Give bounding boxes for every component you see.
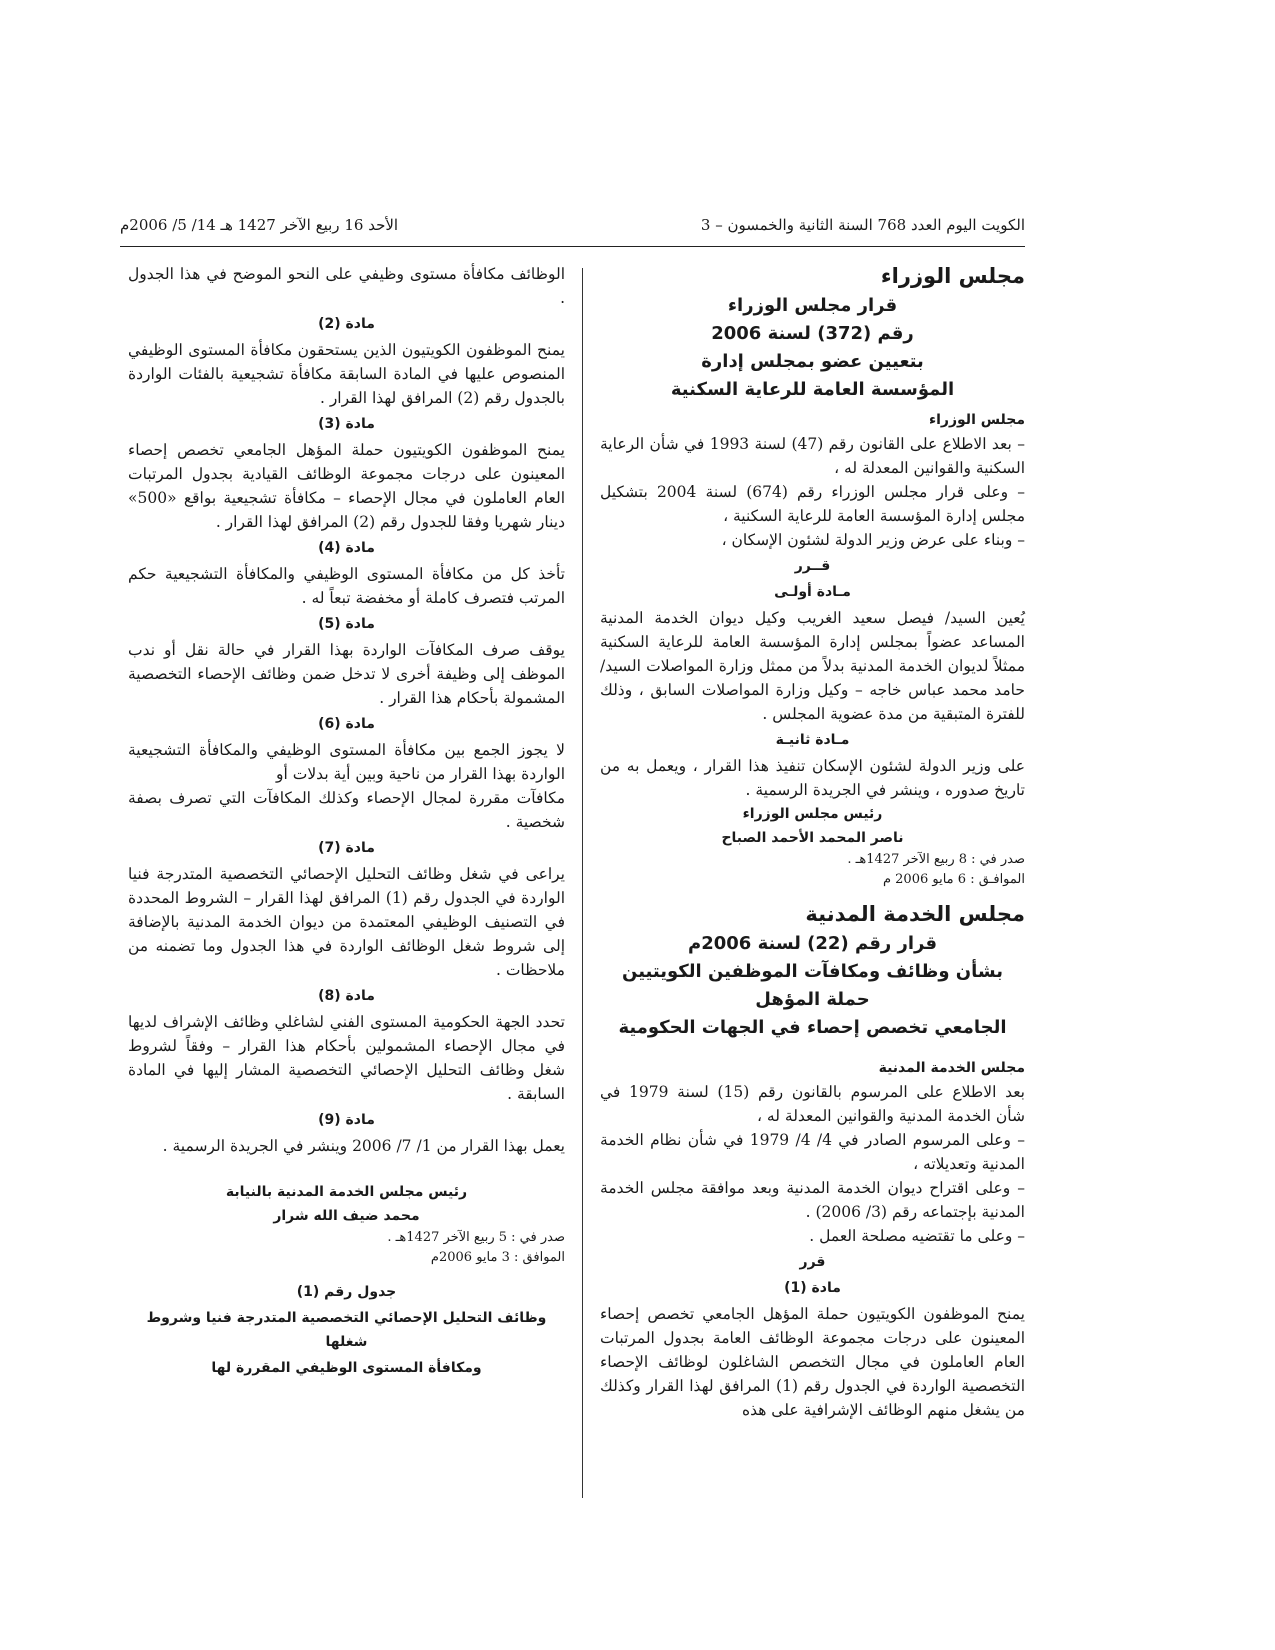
decree1-article2-title: مـادة ثانيـة [775,732,850,748]
article-6-text-continued: مكافآت مقررة لمجال الإحصاء وكذلك المكافآت التي تصرف بصفة شخصية . [128,789,565,831]
header-rule [120,246,1025,247]
section-heading-council-of-ministers: مجلس الوزراء [880,264,1025,288]
decree2-article1-title: مادة (1) [784,1280,841,1296]
decree2-issued-hijri: صدر في : 5 ربيع الآخر 1427هـ . [387,1230,565,1245]
continuation-text: الوظائف مكافأة مستوى وظيفي على النحو الموضح في هذا الجدول . [128,265,565,307]
section-heading-civil-service-council: مجلس الخدمة المدنية [805,902,1025,926]
decree2-title-line-1: قرار رقم (22) لسنة 2006م [687,933,938,954]
article-3-text: يمنح الموظفون الكويتيون حملة المؤهل الجامعي تخصص إحصاء المعينون على درجات مجموعة الوظائف القيادية بجدول المرتبات العام العاملون في مجال الإحصاء – مكافأة تشجيعية بواقع «500» دينار شهريا وفقا للجدول رقم (2) المرافق لهذا القرار . [128,441,565,531]
decree1-signature-name: ناصر المحمد الأحمد الصباح [721,830,904,846]
decree1-preamble-3: – وبناء على عرض وزير الدولة لشئون الإسكان ، [721,531,1025,549]
decree1-article1-text: يُعين السيد/ فيصل سعيد الغريب وكيل ديوان الخدمة المدنية المساعد عضواً بمجلس إدارة المؤسسة العامة للرعاية السكنية ممثلاً لديوان الخدمة المدنية بدلاً من ممثل وزارة المواصلات السيد/ حامد محمد عباس خاجه – وكيل وزارة المواصلات السابق ، وذلك للفترة المتبقية من مدة عضوية المجلس . [600,609,1025,723]
article-9-text: يعمل بهذا القرار من 1/ 7/ 2006 وينشر في الجريدة الرسمية . [162,1137,565,1155]
decree2-signature-title: رئيس مجلس الخدمة المدنية بالنيابة [225,1184,468,1200]
header-date: الأحد 16 ربيع الآخر 1427 هـ 14/ 5/ 2006م [120,216,399,234]
decree1-issued-gregorian: الموافـق : 6 مايو 2006 م [882,872,1025,887]
decree1-preamble-1: – بعد الاطلاع على القانون رقم (47) لسنة 1993 في شأن الرعاية السكنية والقوانين المعدلة له ، [600,435,1025,477]
table-1-title: جدول رقم (1) [296,1284,397,1300]
decree1-title-line-4: المؤسسة العامة للرعاية السكنية [670,379,955,400]
article-6-text: لا يجوز الجمع بين مكافأة المستوى الوظيفي والمكافأة التشجيعية الواردة بهذا القرار من ناحية وبين أية بدلات أو [128,741,565,783]
decree1-signature-title: رئيس مجلس الوزراء [742,806,883,822]
decree2-article1-text: يمنح الموظفون الكويتيون حملة المؤهل الجامعي تخصص إحصاء المعينون على درجات مجموعة الوظائف العامة بجدول المرتبات العام العاملون في مجال التخصص الشاغلون لوظائف الإحصاء التخصصية الواردة في الجدول رقم (1) المرافق لهذا القرار وكذلك من يشغل منهم الوظائف الإشرافية على هذه [600,1305,1026,1419]
decree1-decided: قــرر [794,558,831,574]
decree1-article1-title: مـادة أولـى [774,584,851,600]
page-header [120,216,1025,242]
article-7-title: مادة (7) [318,840,375,856]
decree1-title-line-3: بتعيين عضو بمجلس إدارة [701,351,924,372]
article-2-text: يمنح الموظفون الكويتيون الذين يستحقون مكافأة المستوى الوظيفي المنصوص عليها في المادة السابقة مكافأة تشجيعية بالفئات الواردة بالجدول رقم (2) المرافق لهذا القرار . [128,341,565,407]
decree2-decided: قرر [799,1254,826,1270]
article-5-text: يوقف صرف المكافآت الواردة بهذا القرار في حالة نقل أو ندب الموظف إلى وظيفة أخرى لا تدخل ضمن وظائف الإحصاء التخصصية المشمولة بأحكام هذا القرار . [128,641,565,707]
decree2-signature-name: محمد ضيف الله شرار [273,1208,420,1224]
decree1-article2-text: على وزير الدولة لشئون الإسكان تنفيذ هذا القرار ، ويعمل به من تاريخ صدوره ، وينشر في الجريدة الرسمية . [600,757,1025,799]
article-8-text: تحدد الجهة الحكومية المستوى الفني لشاغلي وظائف الإشراف لديها في مجال الإحصاء المشمولين بأحكام هذا القرار – وفقاً لشروط شغل وظائف التحليل الإحصائي التخصصية المشار إليها في المادة السابقة . [128,1013,565,1103]
decree2-title-line-2: بشأن وظائف ومكافآت الموظفين الكويتيين حملة المؤهل [622,961,1003,1010]
article-7-text: يراعى في شغل وظائف التحليل الإحصائي التخصصية المتدرجة فنيا الواردة في الجدول رقم (1) المرافق لهذا القرار – الشروط المحددة في التصنيف الوظيفي المعتمدة من ديوان الخدمة المدنية بالإضافة إلى شروط شغل الوظائف الواردة في هذا الجدول وما تضمنه من ملاحظات . [128,865,566,979]
decree1-title-line-1: قرار مجلس الوزراء [727,295,898,316]
decree2-preamble-2: – وعلى المرسوم الصادر في 4/ 4/ 1979 في شأن نظام الخدمة المدنية وتعديلاته ، [600,1131,1025,1173]
table-1-subtitle-line-2: ومكافأة المستوى الوظيفي المقررة لها [211,1360,482,1376]
decree2-preamble-3: – وعلى اقتراح ديوان الخدمة المدنية وبعد موافقة مجلس الخدمة المدنية بإجتماعه رقم (3/ 2006) . [600,1179,1025,1221]
decree1-issued-hijri: صدر في : 8 ربيع الآخر 1427هـ . [847,852,1025,867]
article-5-title: مادة (5) [318,616,375,632]
article-6-title: مادة (6) [318,716,375,732]
left-column [128,262,565,1382]
article-2-title: مادة (2) [318,316,375,332]
decree2-preamble-1: بعد الاطلاع على المرسوم بالقانون رقم (15) لسنة 1979 في شأن الخدمة المدنية والقوانين المعدلة له ، [600,1083,1025,1125]
decree1-preamble-2: – وعلى قرار مجلس الوزراء رقم (674) لسنة 2004 بتشكيل مجلس إدارة المؤسسة العامة للرعاية السكنية ، [600,483,1025,525]
table-1-subtitle-line-1: وظائف التحليل الإحصائي التخصصية المتدرجة فنيا وشروط شغلها [146,1310,547,1350]
decree1-issuer: مجلس الوزراء [928,412,1025,428]
decree2-issued-gregorian: الموافق : 3 مايو 2006م [430,1250,565,1265]
right-column [600,262,1025,1422]
article-4-title: مادة (4) [318,540,375,556]
article-9-title: مادة (9) [318,1112,375,1128]
article-8-title: مادة (8) [318,988,375,1004]
column-divider [582,268,583,1498]
header-issue-info: الكويت اليوم العدد 768 السنة الثانية والخمسون – 3 [700,216,1025,234]
decree2-issuer: مجلس الخدمة المدنية [878,1060,1025,1076]
article-3-title: مادة (3) [318,416,375,432]
decree2-title-line-3: الجامعي تخصص إحصاء في الجهات الحكومية [618,1017,1007,1038]
decree1-title-line-2: رقم (372) لسنة 2006 [711,323,914,344]
decree2-preamble-4: – وعلى ما تقتضيه مصلحة العمل . [809,1227,1025,1245]
article-4-text: تأخذ كل من مكافأة المستوى الوظيفي والمكافأة التشجيعية حكم المرتب فتصرف كاملة أو مخفضة تبعاً له . [128,565,565,607]
